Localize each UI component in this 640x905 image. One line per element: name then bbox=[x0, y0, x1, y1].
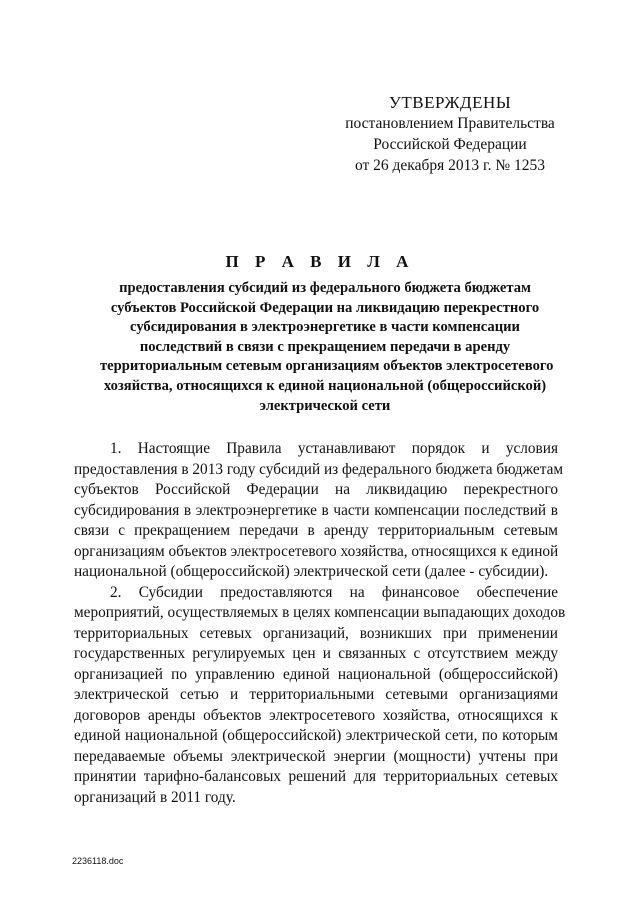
paragraph-line: субъектов Российской Федерации на ликвидацию перекрестного bbox=[74, 481, 558, 498]
document-title: П Р А В И Л А bbox=[225, 252, 415, 271]
paragraph-line: государственных регулируемых цен и связанных с отсутствием между bbox=[74, 645, 558, 662]
approval-line-1: постановлением Правительства bbox=[345, 115, 555, 132]
paragraph-line: единой национальной (общероссийской) электрической сети, по которым bbox=[74, 727, 558, 744]
paragraph-line: национальной (общероссийской) электрической сети (далее - субсидии). bbox=[74, 563, 549, 580]
paragraph-line: 1. Настоящие Правила устанавливают порядок и условия bbox=[110, 440, 558, 457]
subtitle-line: электрической сети bbox=[259, 397, 391, 414]
paragraph-line: мероприятий, осуществляемых в целях компенсации выпадающих доходов bbox=[74, 604, 566, 621]
paragraph-line: принятии тарифно-балансовых решений для территориальных сетевых bbox=[74, 768, 558, 785]
paragraph-line: электрической сетью и территориальными сетевыми организациями bbox=[74, 686, 558, 703]
approval-line-2: Российской Федерации bbox=[373, 136, 527, 153]
subtitle-line: территориальным сетевым организациям объектов электросетевого bbox=[100, 358, 554, 375]
subtitle-line: хозяйства, относящихся к единой национальной (общероссийской) bbox=[103, 377, 547, 394]
paragraph-line: предоставления в 2013 году субсидий из федерального бюджета бюджетам bbox=[74, 460, 564, 478]
approval-block bbox=[330, 92, 570, 176]
footer-filename: 2236118.doc bbox=[72, 856, 124, 866]
paragraph-line: договоров аренды объектов электросетевого хозяйства, относящихся к bbox=[74, 706, 558, 724]
document-body bbox=[74, 439, 566, 808]
subtitle-line: субсидирования в электроэнергетике в части компенсации bbox=[130, 319, 520, 336]
subtitle-line: предоставления субсидий из федерального бюджета бюджетам bbox=[119, 280, 531, 296]
paragraph-1 bbox=[74, 439, 564, 583]
approved-heading: УТВЕРЖДЕНЫ bbox=[388, 93, 512, 112]
paragraph-line: субсидирования в электроэнергетике в части компенсации последствий в bbox=[74, 501, 558, 519]
paragraph-line: организацией по управлению единой национальной (общероссийской) bbox=[74, 665, 558, 683]
paragraph-line: передаваемые объемы электрической энергии (мощности) учтены при bbox=[74, 747, 558, 765]
document-subtitle bbox=[100, 279, 554, 416]
subtitle-line: субъектов Российской Федерации на ликвидацию перекрестного bbox=[110, 299, 540, 316]
paragraph-line: организаций в 2011 году. bbox=[74, 788, 236, 806]
approval-line-3: от 26 декабря 2013 г. № 1253 bbox=[354, 157, 546, 174]
paragraph-line: территориальных сетевых организаций, возникших при применении bbox=[74, 624, 558, 642]
paragraph-line: связи с прекращением передачи в аренду территориальным сетевым bbox=[74, 522, 558, 539]
subtitle-line: последствий в связи с прекращением передачи в аренду bbox=[139, 338, 511, 355]
paragraph-line: организациям объектов электросетевого хозяйства, относящихся к единой bbox=[74, 542, 559, 560]
paragraph-line: 2. Субсидии предоставляются на финансовое обеспечение bbox=[110, 583, 558, 601]
paragraph-2 bbox=[74, 583, 566, 809]
